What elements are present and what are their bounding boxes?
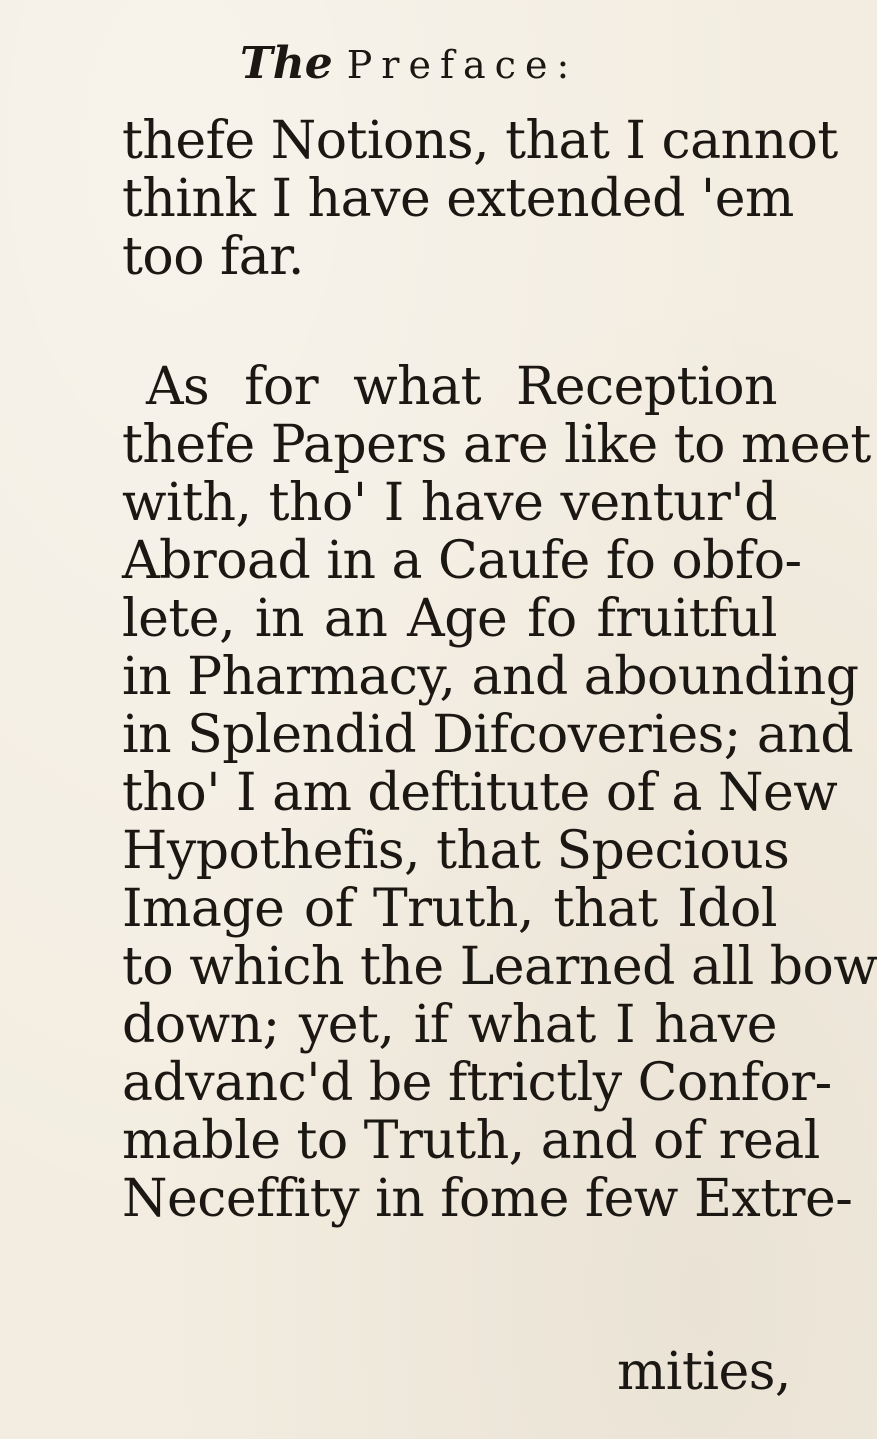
text-line: Neceffity in fome few Extre- (122, 1169, 853, 1229)
text-line: mable to Truth, and of real (122, 1111, 820, 1171)
text-line: thefe Papers are like to meet (122, 415, 871, 475)
paragraph-start-line: As for what Reception (146, 357, 777, 417)
text-line: too far. (122, 227, 304, 287)
text-line: lete, in an Age fo fruitful (122, 589, 777, 649)
text-line: Image of Truth, that Idol (122, 879, 777, 939)
text-line: in Pharmacy, and abounding (122, 647, 859, 707)
text-line: tho' I am deftitute of a New (122, 763, 838, 823)
text-line: thefe Notions, that I cannot (122, 111, 838, 171)
text-line: Abroad in a Caufe fo obfo- (122, 531, 802, 591)
running-head (240, 38, 579, 89)
running-head-italic: The (240, 38, 333, 89)
text-line: think I have extended 'em (122, 169, 794, 229)
text-line: to which the Learned all bow (122, 937, 877, 997)
text-line: advanc'd be ftrictly Confor- (122, 1053, 832, 1113)
text-line: in Splendid Difcoveries; and (122, 705, 854, 765)
catchword: mities, (617, 1342, 791, 1402)
text-line: down; yet, if what I have (122, 995, 777, 1055)
running-head-title: Preface: (346, 43, 579, 87)
body-text (122, 111, 877, 1229)
text-line: with, tho' I have ventur'd (122, 473, 777, 533)
text-line: Hypothefis, that Specious (122, 821, 790, 881)
